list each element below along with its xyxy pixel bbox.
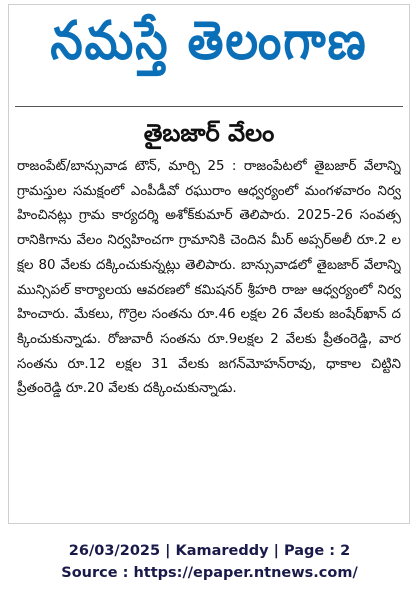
clipping-footer xyxy=(0,540,419,584)
newspaper-masthead xyxy=(9,5,409,75)
masthead-logo-text: నమస్తే తెలంగాణ xyxy=(50,8,368,72)
footer-date-edition-page: 26/03/2025 | Kamareddy | Page : 2 xyxy=(68,543,351,559)
clipping-frame xyxy=(8,4,410,524)
headline-container xyxy=(9,115,409,151)
article-headline: తైబజార్ వేలం xyxy=(143,119,275,147)
footer-source-link[interactable]: Source : https://epaper.ntnews.com/ xyxy=(61,565,358,581)
headline-divider xyxy=(15,106,403,107)
article-body: రాజంపేట్/బాన్సువాడ టౌన్, మార్చి 25 : రాజంపేటలో తైబజార్ వేలాన్ని గ్రామస్తుల సమక్షంలో ఎంపీడీవో రఘురాం ఆధ్వర్యంలో మంగళవారం నిర్వహించినట్లు గ్రామ కార్యదర్శి అశోక్‌కుమార్ తెలిపారు. 2025-26 సంవత్సరానికిగాను వేలం నిర్వహించగా గ్రామానికి చెందిన మీర్ అప్సర్‌అలీ రూ.2 లక్షల 80 వేలకు దక్కించుకున్నట్లు తెలిపారు. బాన్సువాడలో తైబజార్ వేలాన్ని మున్సిపల్ కార్యాలయ ఆవరణలో కమిషనర్ శ్రీహరి రాజు ఆధ్వర్యంలో నిర్వహించారు. మేకలు, గొర్రెల సంతను రూ.46 లక్షల 26 వేలకు జంషేర్‌ఖాన్ దక్కించుకున్నాడు. రోజువారీ సంతను రూ.9లక్షల 2 వేలకు ప్రీతంరెడ్డి, వార సంతను రూ.12 లక్షల 31 వేలకు జగన్‌మోహన్‌రావు, ధాకాల చిట్టిని ప్రీతంరెడ్డి రూ.20 వేలకు దక్కించుకున్నాడు. xyxy=(17,159,401,397)
